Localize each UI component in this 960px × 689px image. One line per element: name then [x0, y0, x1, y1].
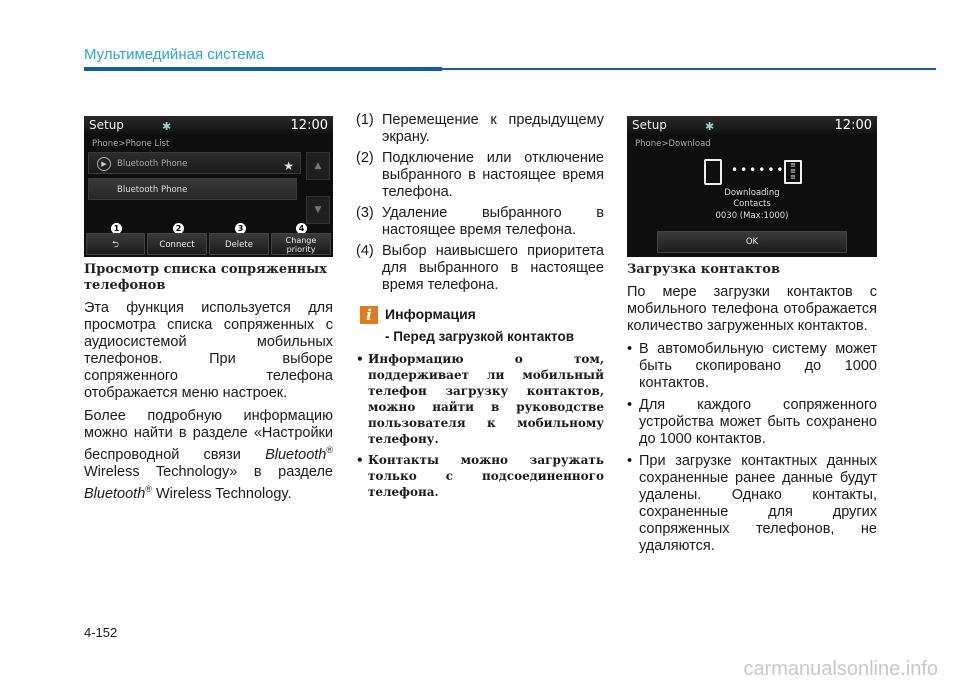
ok-button[interactable]: OK: [657, 231, 847, 253]
star-icon: ★: [283, 159, 294, 173]
priority-label: priority: [286, 245, 316, 254]
phone-list-item[interactable]: [88, 178, 297, 200]
list-item: [356, 243, 604, 294]
phone-list-screen: [84, 116, 333, 257]
screen-time: 12:00: [290, 118, 328, 133]
phone-icon: [704, 159, 722, 185]
callout-1: 1: [111, 223, 122, 234]
phone-name: Bluetooth Phone: [117, 185, 188, 195]
list-item: [356, 112, 604, 146]
screen-title: Setup: [89, 118, 124, 132]
column-1: [84, 116, 333, 509]
screen-breadcrumb: Phone>Download: [635, 139, 711, 149]
contacts-file-icon: ≡ ≡ ≡: [784, 160, 802, 184]
list-item: [356, 205, 604, 239]
change-label: Change: [285, 236, 317, 245]
note-item: • При загрузке контактных данных сохраненные ранее данные будут удалены. Однако контакты, сохраненные для других сопряженных телефонов, не удаляются.: [627, 453, 877, 555]
progress-dots: ••••••: [731, 163, 786, 177]
paragraph: По мере загрузки контактов с мобильного телефона отображается количество загруженных контактов.: [627, 284, 877, 334]
paragraph: Эта функция используется для просмотра списка сопряженных с аудиосистемой мобильных телефонов. При выборе сопряженного телефона отображается меню настроек.: [84, 300, 333, 401]
page-number: 4-152: [84, 625, 118, 640]
play-icon: ▶: [97, 157, 111, 171]
section-title: Мультимедийная система: [84, 46, 265, 63]
column-2: [356, 112, 604, 505]
watermark: carmanualsonline.info: [743, 658, 938, 680]
scroll-down-button[interactable]: ▼: [306, 196, 330, 224]
downloading-label: Downloading: [724, 188, 780, 198]
phone-list-item[interactable]: [88, 152, 301, 174]
item-number: (1): [356, 112, 374, 128]
delete-button[interactable]: Delete: [209, 233, 269, 255]
info-title: Информация: [385, 306, 476, 322]
info-bullet: • Контакты можно загружать только с подсоединенного телефона.: [356, 452, 604, 500]
caption-phone-list: Просмотр списка сопряженных телефонов: [84, 262, 327, 293]
download-screen: [627, 116, 877, 257]
connect-button[interactable]: Connect: [147, 233, 207, 255]
text: Wireless Technology» в разделе: [84, 463, 333, 480]
back-button[interactable]: ⮌: [86, 233, 145, 255]
registered-mark: ®: [145, 483, 152, 494]
item-text: Удаление выбранного в настоящее время телефона.: [382, 205, 604, 238]
note-item: • Для каждого сопряженного устройства может быть сохранено до 1000 контактов.: [627, 397, 877, 448]
screen-title: Setup: [632, 118, 667, 132]
item-text: Выбор наивысшего приоритета для выбранного в настоящее время телефона.: [382, 243, 604, 293]
callout-3: 3: [235, 223, 246, 234]
download-notes: [627, 341, 877, 555]
screen-breadcrumb: Phone>Phone List: [92, 139, 170, 149]
function-list: [356, 112, 604, 294]
change-priority-button[interactable]: [271, 233, 331, 255]
text: Wireless Technology.: [151, 485, 292, 502]
bluetooth-icon: ✱: [162, 120, 172, 133]
bluetooth-term: Bluetooth: [84, 485, 146, 502]
item-number: (3): [356, 205, 374, 221]
info-bullet: • Информацию о том, поддерживает ли мобильный телефон загрузку контактов, можно найти в руководстве пользователя к мобильному телефону.: [356, 351, 604, 447]
contacts-label: Contacts: [733, 199, 771, 209]
scroll-up-button[interactable]: ▲: [306, 152, 330, 180]
item-text: Подключение или отключение выбранного в настоящее время телефона.: [382, 150, 604, 200]
contacts-count: 0030 (Max:1000): [715, 211, 789, 221]
info-icon: i: [360, 306, 378, 324]
header-rule-light: [442, 68, 936, 70]
item-text: Перемещение к предыдущему экрану.: [382, 112, 604, 145]
text: Более подробную информацию можно найти в разделе «Настройки беспроводной связи: [84, 408, 333, 463]
callout-2: 2: [173, 223, 184, 234]
paragraph-reference: [84, 408, 333, 503]
screen-time: 12:00: [834, 118, 872, 133]
info-subtitle: - Перед загрузкой контактов: [385, 329, 575, 344]
bluetooth-term: Bluetooth: [265, 446, 327, 463]
caption-download: Загрузка контактов: [627, 262, 781, 277]
phone-name: Bluetooth Phone: [117, 159, 188, 169]
info-bullets: [356, 351, 604, 500]
item-number: (2): [356, 150, 374, 166]
item-number: (4): [356, 243, 374, 259]
note-item: • В автомобильную систему может быть скопировано до 1000 контактов.: [627, 341, 877, 392]
bluetooth-icon: ✱: [705, 120, 715, 133]
registered-mark: ®: [326, 445, 333, 455]
info-header: [356, 306, 604, 328]
list-item: [356, 150, 604, 201]
column-3: [627, 116, 877, 560]
header-rule-dark: [84, 67, 442, 71]
callout-4: 4: [296, 223, 307, 234]
